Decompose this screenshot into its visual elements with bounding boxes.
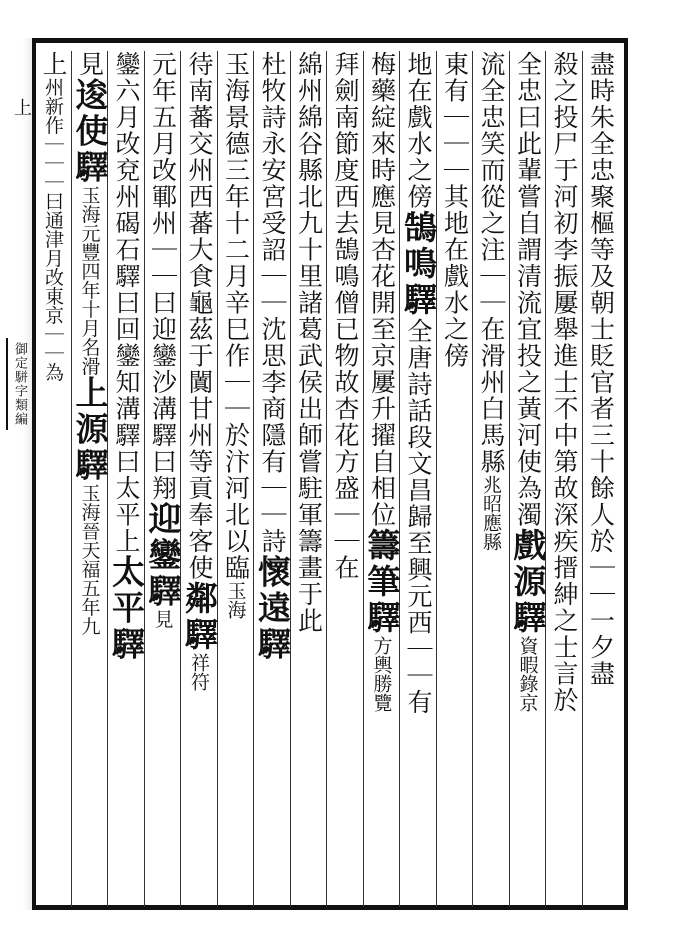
text-column xyxy=(34,51,72,901)
column-text: 見 xyxy=(75,51,105,78)
column-text: 元年五月改鄆州｜｜曰迎鑾沙溝驛曰翔 xyxy=(148,51,178,502)
text-column xyxy=(290,51,328,901)
column-text: 綿州綿谷縣北九十里諸葛武侯出師嘗駐軍籌畫于此 xyxy=(294,51,324,634)
column-text: 玉海晉天福五年九 xyxy=(78,483,101,636)
column-text: 月改東京｜｜為 xyxy=(42,248,64,382)
column-text: 全唐詩話段文昌歸至興元西｜｜有 xyxy=(404,318,433,716)
column-text: 玉海景德三年十二月辛巳作｜｜於汴河北以 xyxy=(221,51,251,555)
column-text: 臨 xyxy=(221,554,251,581)
text-column xyxy=(509,51,547,901)
text-column xyxy=(71,51,109,901)
column-text: 兆昭應縣 xyxy=(480,475,502,551)
column-text: 拜劍南節度西去鵠鳴僧已物故杏花方盛 xyxy=(331,51,360,502)
column-text: 東有｜｜｜其 xyxy=(440,51,470,210)
text-column xyxy=(436,51,474,901)
column-text: 流全忠笑而從之注｜｜在滑州白馬縣 xyxy=(477,51,506,475)
text-column xyxy=(217,51,255,901)
text-column xyxy=(326,51,364,901)
entry-heading: 太平驛 xyxy=(107,554,146,663)
column-text: 資暇錄京 xyxy=(516,636,539,712)
text-column xyxy=(144,51,182,901)
column-text: 玉海元豐四年十月名滑 xyxy=(78,185,101,376)
column-text: 上 xyxy=(39,51,68,78)
entry-heading: 鄰驛 xyxy=(180,581,219,653)
text-column xyxy=(472,51,510,901)
entry-heading: 迎鑾驛 xyxy=(143,501,183,610)
text-column xyxy=(399,51,437,901)
column-text: 全忠曰此輩嘗自謂清流宜投之黃河使為濁 xyxy=(513,51,543,528)
entry-heading: 戲源驛 xyxy=(508,528,548,636)
text-page xyxy=(36,38,628,910)
entry-heading: 鵠鳴驛 xyxy=(399,210,438,318)
text-column xyxy=(363,51,401,901)
column-text: ｜｜在 xyxy=(331,501,360,581)
column-text: 方輿勝覽 xyxy=(370,636,393,712)
margin-book-title: 御定駢字類編 xyxy=(6,338,31,430)
column-text: 見 xyxy=(151,609,174,629)
column-text: 上 xyxy=(112,528,141,555)
column-text: 州新作｜｜｜曰通津 xyxy=(42,77,64,249)
text-column xyxy=(582,51,620,901)
text-column xyxy=(107,51,145,901)
entry-heading: 懷遠驛 xyxy=(253,554,292,663)
column-text: 地在戲水之傍 xyxy=(440,210,470,369)
column-text: 玉海 xyxy=(224,581,247,619)
column-text: 杜牧詩永安宮受詔｜｜沈思李商隱有｜｜詩 xyxy=(258,51,287,555)
column-text: 鑾六月改兗州碣石驛曰回鑾知溝驛曰太平 xyxy=(112,51,141,528)
column-text: 地在戲水之傍 xyxy=(404,51,433,210)
column-text: 盡時朱全忠聚樞等及朝士貶官者三十餘人於｜｜一夕盡 xyxy=(586,51,616,687)
column-text: 待南蕃交州西蕃大食龜茲于闐甘州等貢奉客使 xyxy=(185,51,214,581)
entry-heading: 逡使驛 xyxy=(70,77,110,186)
text-column xyxy=(253,51,291,901)
column-text: 梅藥綻來時應見杏花開至京屢升擢自相位 xyxy=(367,51,397,528)
text-column xyxy=(180,51,218,901)
text-column xyxy=(545,51,583,901)
page-margin xyxy=(0,38,36,910)
column-text: 祥符 xyxy=(188,653,210,691)
entry-heading: 上源驛 xyxy=(70,375,110,484)
entry-heading: 籌筆驛 xyxy=(362,528,402,636)
column-text: 殺之投尸于河初李振屢舉進士不中第故深疾搢紳之士言於 xyxy=(550,51,579,714)
margin-edge-char: 上 xyxy=(11,98,32,118)
